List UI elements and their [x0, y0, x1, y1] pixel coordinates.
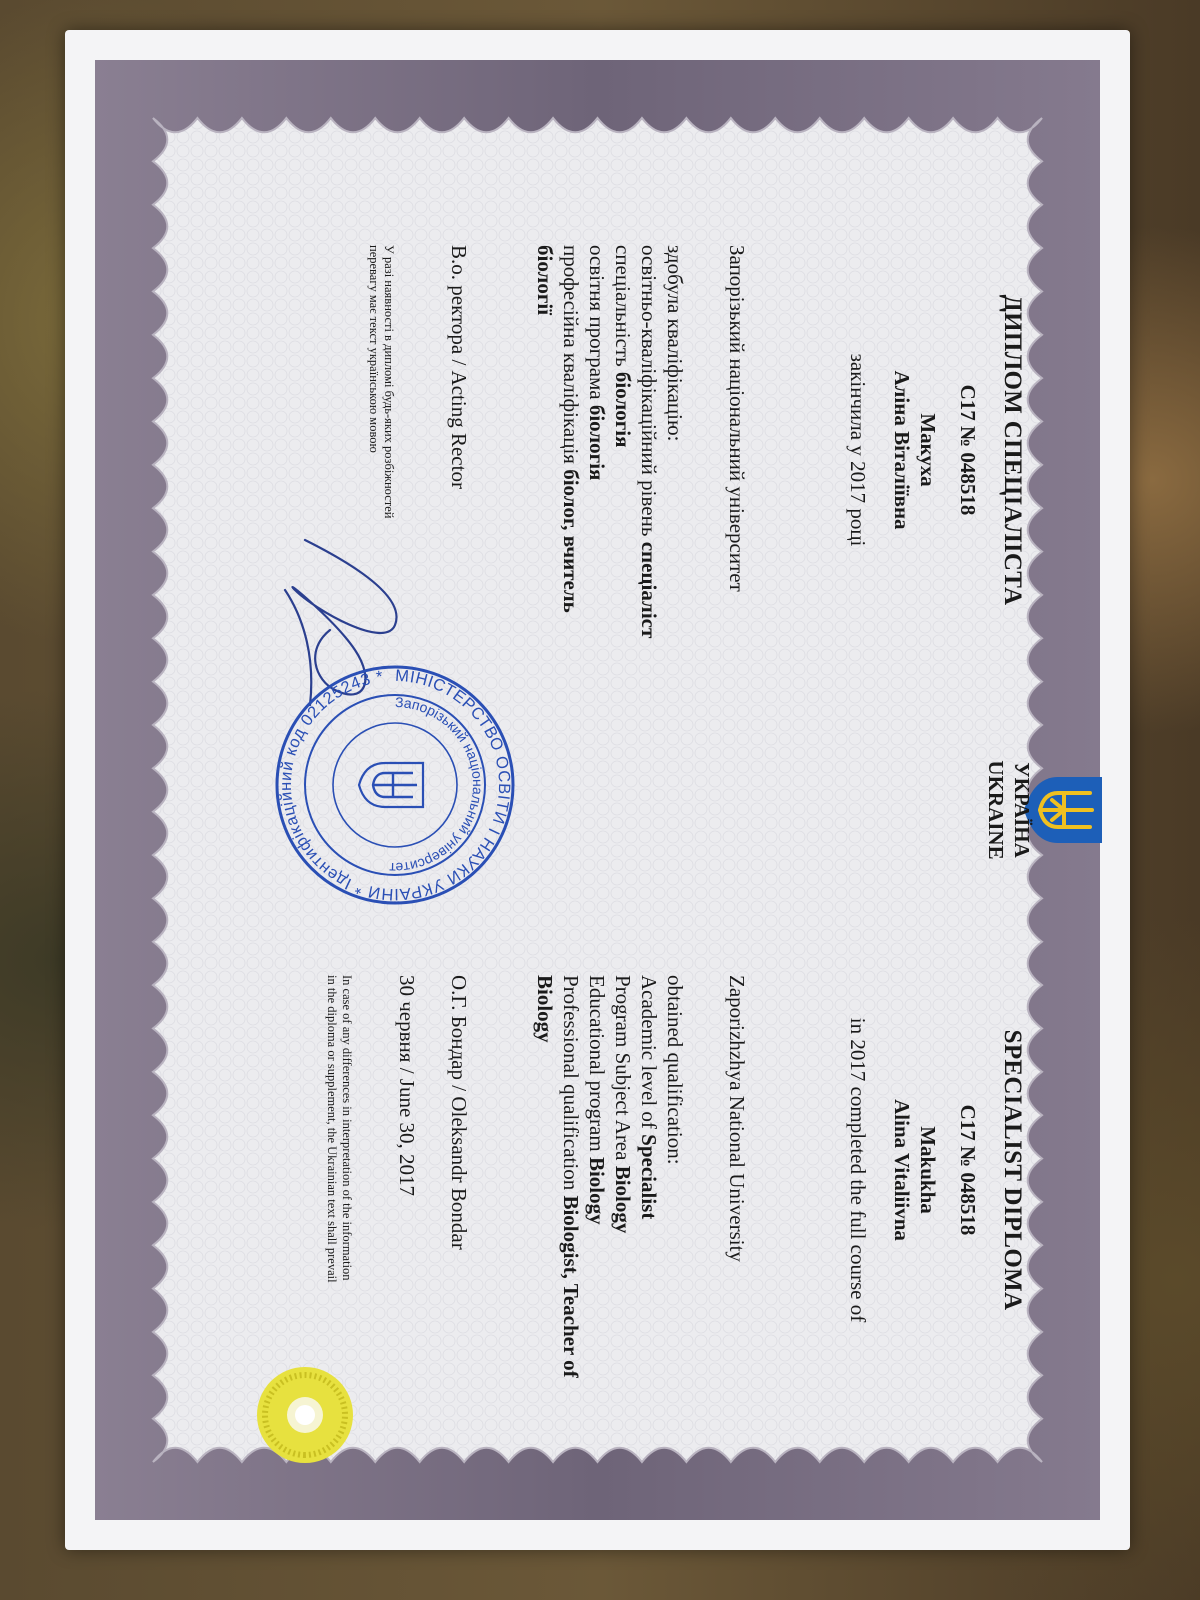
footnote-en-line-2: in the diploma or supplement, the Ukrainian text shall prevail — [325, 975, 339, 1283]
given-names-en: Alina Vitaliivna — [890, 1099, 914, 1241]
subject-value-en: Biology — [611, 1165, 635, 1234]
seal-outer-text: МІНІСТЕРСТВО ОСВІТИ І НАУКИ УКРАЇНИ * Ідентифікаційний код 02125243 * — [276, 666, 514, 904]
level-value-en: Specialist — [637, 1134, 661, 1220]
seal-trident-icon — [359, 763, 423, 807]
completed-en: in 2017 completed the full course of — [846, 1017, 870, 1323]
diploma-number-en: С17 № 048518 — [956, 1104, 980, 1236]
professional-value-uk: біолог, вчитель — [559, 469, 583, 613]
diploma-number-uk: С17 № 048518 — [956, 384, 980, 516]
official-seal — [270, 660, 520, 910]
diploma-document — [65, 30, 1130, 1550]
given-names-uk: Аліна Віталіївна — [890, 370, 914, 530]
program-value-uk: біологія — [585, 404, 609, 481]
obtained-uk: здобула кваліфікацію: — [663, 245, 687, 442]
obtained-en: obtained qualification: — [663, 975, 687, 1165]
level-row-en — [636, 975, 662, 1495]
university-uk: Запорізький національний університет — [725, 245, 749, 592]
hologram-sticker — [250, 1360, 360, 1470]
ukrainian-header — [845, 90, 1025, 810]
professional-row-uk — [558, 245, 584, 805]
professional-label-en: Professional qualification — [559, 975, 583, 1191]
footnote-uk-line-1: У разі наявності в дипломі будь-яких розбіжностей — [382, 245, 396, 519]
surname-en: Makukha — [916, 1126, 940, 1214]
program-value-en: Biology — [585, 1156, 609, 1225]
english-body — [324, 975, 750, 1495]
professional-label-uk: професійна кваліфікація — [559, 245, 583, 464]
professional-value-en-cont: Biology — [533, 975, 557, 1043]
program-row-en — [584, 975, 610, 1495]
rector-name-en: О.Г. Бондар / Oleksandr Bondar — [447, 975, 471, 1250]
level-label-en: Academic level of — [637, 975, 661, 1129]
signatory-uk: В.о. ректора / Acting Rector — [447, 245, 471, 489]
title-uk: ДИПЛОМ СПЕЦІАЛІСТА — [999, 294, 1026, 606]
issue-date: 30 червня / June 30, 2017 — [395, 975, 419, 1197]
subject-label-en: Program Subject Area — [611, 975, 635, 1161]
program-row-uk — [584, 245, 610, 805]
level-label-uk: освітньо-кваліфікаційний рівень — [637, 245, 661, 537]
professional-row-en — [558, 975, 584, 1495]
subject-row-en — [610, 975, 636, 1495]
professional-value-uk-cont: біології — [533, 245, 557, 316]
seal-inner-text: Запорізький національний університет — [389, 693, 487, 877]
completed-uk: закінчила у 2017 році — [846, 353, 870, 547]
country-en: UKRAINE — [984, 760, 1008, 860]
specialty-value-uk: біологія — [611, 371, 635, 448]
program-label-en: Educational program — [585, 975, 609, 1152]
level-value-uk: спеціаліст — [637, 541, 661, 639]
level-row-uk — [636, 245, 662, 805]
footnote-en-line-1: In case of any differences in interpretation of the information — [340, 975, 354, 1281]
country-uk: УКРАЇНА — [1010, 762, 1034, 858]
university-en: Zaporizhzhya National University — [725, 975, 749, 1262]
professional-value-en: Biologist, Teacher of — [559, 1195, 583, 1378]
specialty-label-uk: спеціальність — [611, 245, 635, 367]
footnote-uk-line-2: перевагу має текст українською мовою — [367, 245, 381, 453]
surname-uk: Макуха — [916, 413, 940, 487]
english-header — [845, 850, 1025, 1490]
program-label-uk: освітня програма — [585, 245, 609, 400]
title-en: SPECIALIST DIPLOMA — [999, 1029, 1026, 1311]
specialty-row-uk — [610, 245, 636, 805]
